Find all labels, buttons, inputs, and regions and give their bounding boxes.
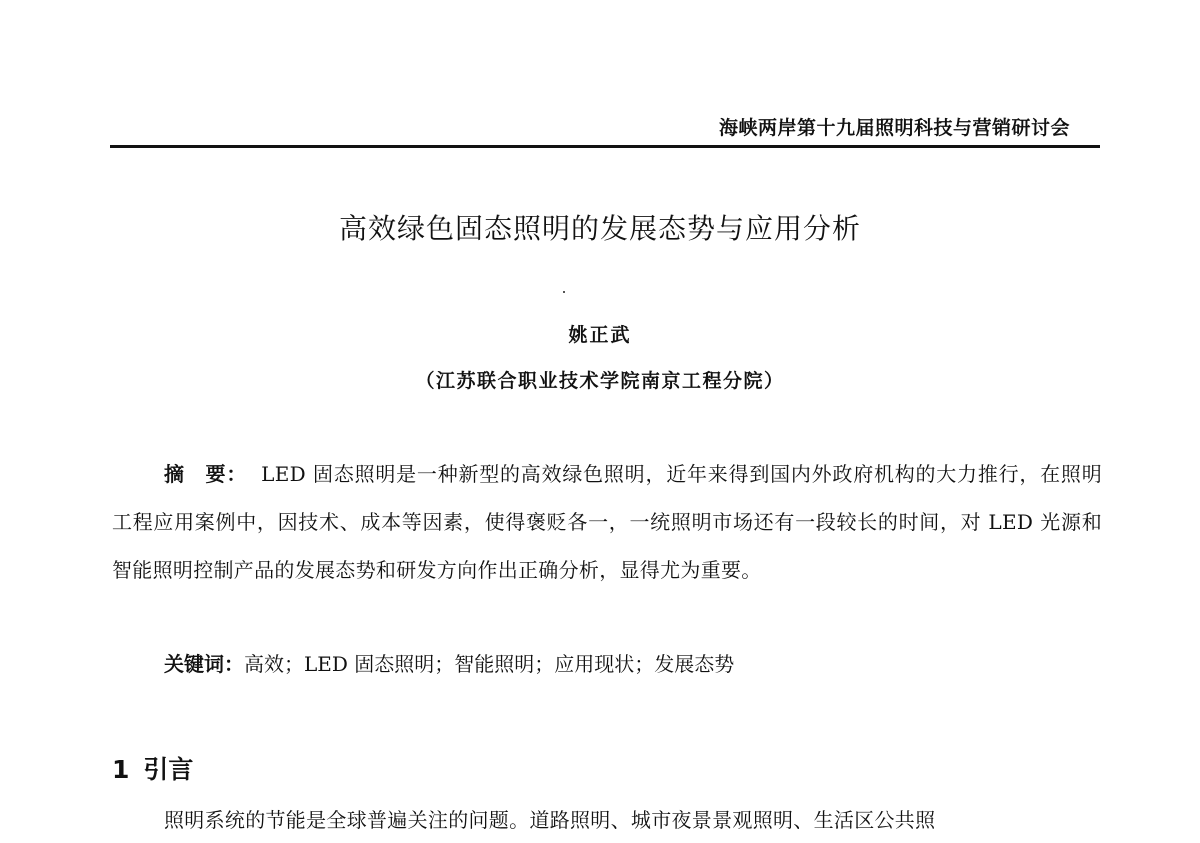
body-paragraph: 照明系统的节能是全球普遍关注的问题。道路照明、城市夜景景观照明、生活区公共照 — [164, 808, 936, 832]
section-heading — [112, 750, 193, 786]
abstract-label: 摘 要： — [164, 462, 248, 486]
keywords-text: 高效；LED 固态照明；智能照明；应用现状；发展态势 — [244, 652, 735, 676]
header-rule — [110, 145, 1100, 148]
scan-speck — [563, 291, 565, 293]
abstract-lead — [112, 462, 261, 486]
keywords-line — [164, 644, 1104, 684]
author-affiliation: （江苏联合职业技术学院南京工程分院） — [415, 370, 785, 392]
author-name: 姚正武 — [568, 324, 632, 346]
abstract-text: LED 固态照明是一种新型的高效绿色照明，近年来得到国内外政府机构的大力推行，在照明工程应用案例中，因技术、成本等因素，使得褒贬各一，一统照明市场还有一段较长的时间，对 LED 光源和智能照明控制产品的发展态势和研发方向作出正确分析，显得尤为重要。 — [112, 462, 1103, 582]
paper-title: 高效绿色固态照明的发展态势与应用分析 — [338, 212, 861, 245]
keywords-label: 关键词： — [164, 652, 244, 676]
abstract-paragraph — [112, 450, 1102, 594]
running-header: 海峡两岸第十九届照明科技与营销研讨会 — [718, 117, 1070, 139]
section-title: 引言 — [143, 755, 194, 784]
section-number: 1 — [112, 755, 130, 784]
